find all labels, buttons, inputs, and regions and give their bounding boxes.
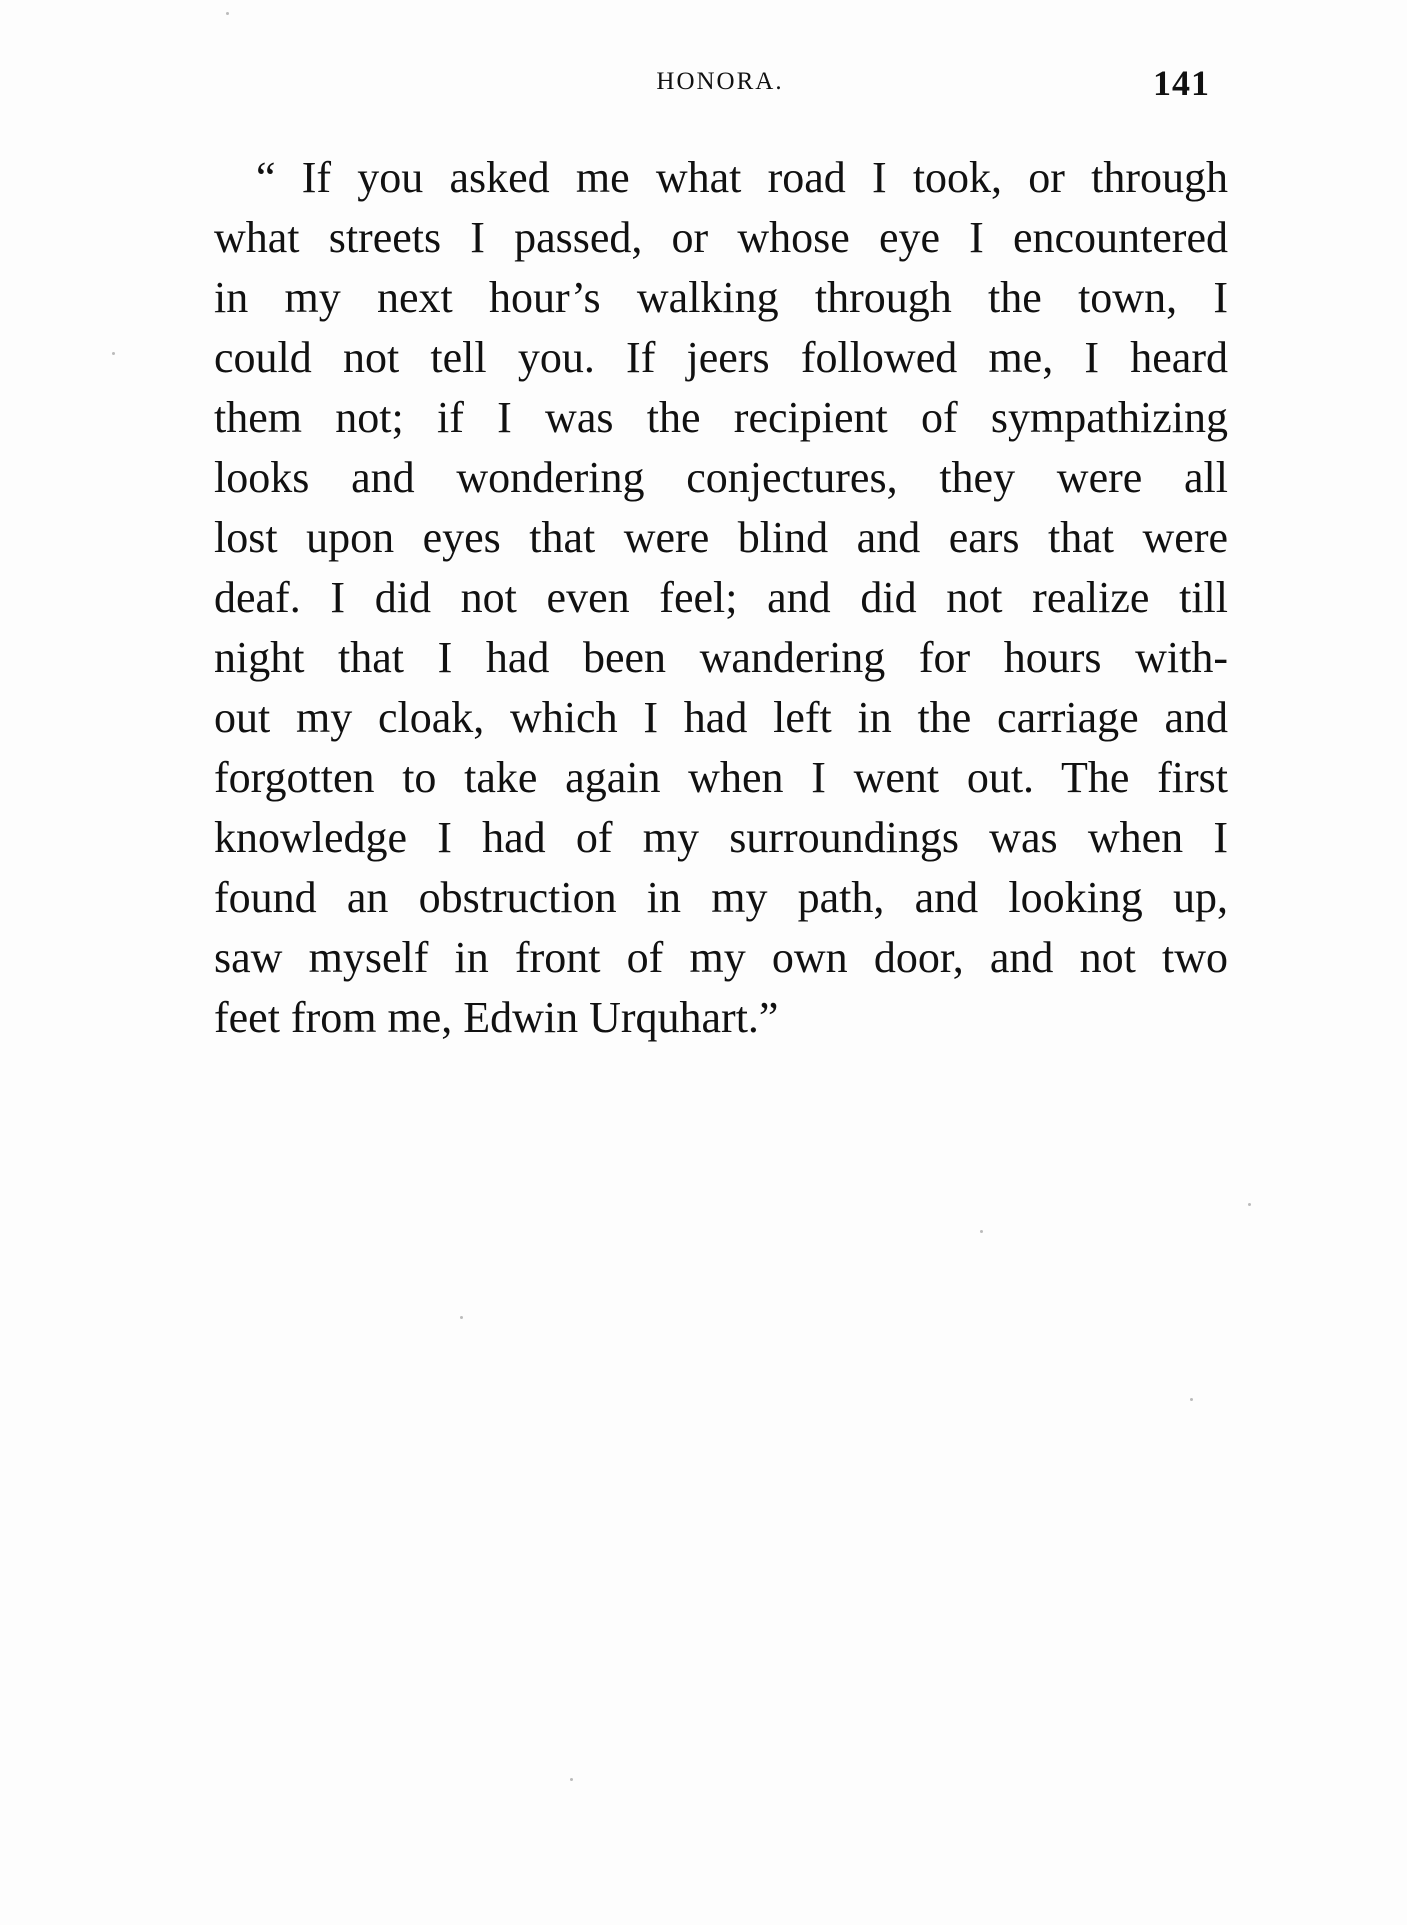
- paper-speck: [980, 1230, 983, 1233]
- text-line: looks and wondering conjectures, they were all: [214, 453, 1228, 502]
- text-line: forgotten to take again when I went out. The first: [214, 753, 1228, 802]
- paper-speck: [1248, 1203, 1251, 1206]
- text-line: out my cloak, which I had left in the carriage and: [214, 693, 1228, 742]
- text-line: lost upon eyes that were blind and ears that were: [214, 513, 1228, 562]
- paper-speck: [226, 12, 229, 15]
- paper-speck: [570, 1778, 573, 1781]
- text-line: them not; if I was the recipient of sympathizing: [214, 393, 1228, 442]
- text-line: in my next hour’s walking through the town, I: [214, 273, 1228, 322]
- text-line: what streets I passed, or whose eye I encountered: [214, 213, 1228, 262]
- text-line: feet from me, Edwin Urquhart.”: [214, 993, 779, 1042]
- text-line: knowledge I had of my surroundings was when I: [214, 813, 1228, 862]
- text-line: deaf. I did not even feel; and did not realize till: [214, 573, 1228, 622]
- text-line: saw myself in front of my own door, and not two: [214, 933, 1228, 982]
- paper-speck: [112, 352, 115, 355]
- text-line: “ If you asked me what road I took, or through: [256, 153, 1228, 202]
- page-number: 141: [1153, 63, 1210, 103]
- paper-speck: [1190, 1398, 1193, 1401]
- paper-speck: [460, 1316, 463, 1319]
- page-header: [200, 62, 1240, 112]
- text-line: could not tell you. If jeers followed me, I heard: [214, 333, 1228, 382]
- text-line: found an obstruction in my path, and looking up,: [214, 873, 1228, 922]
- running-title: HONORA.: [656, 68, 784, 95]
- body-paragraph: [214, 148, 1228, 1048]
- text-line: night that I had been wandering for hours with-: [214, 633, 1228, 682]
